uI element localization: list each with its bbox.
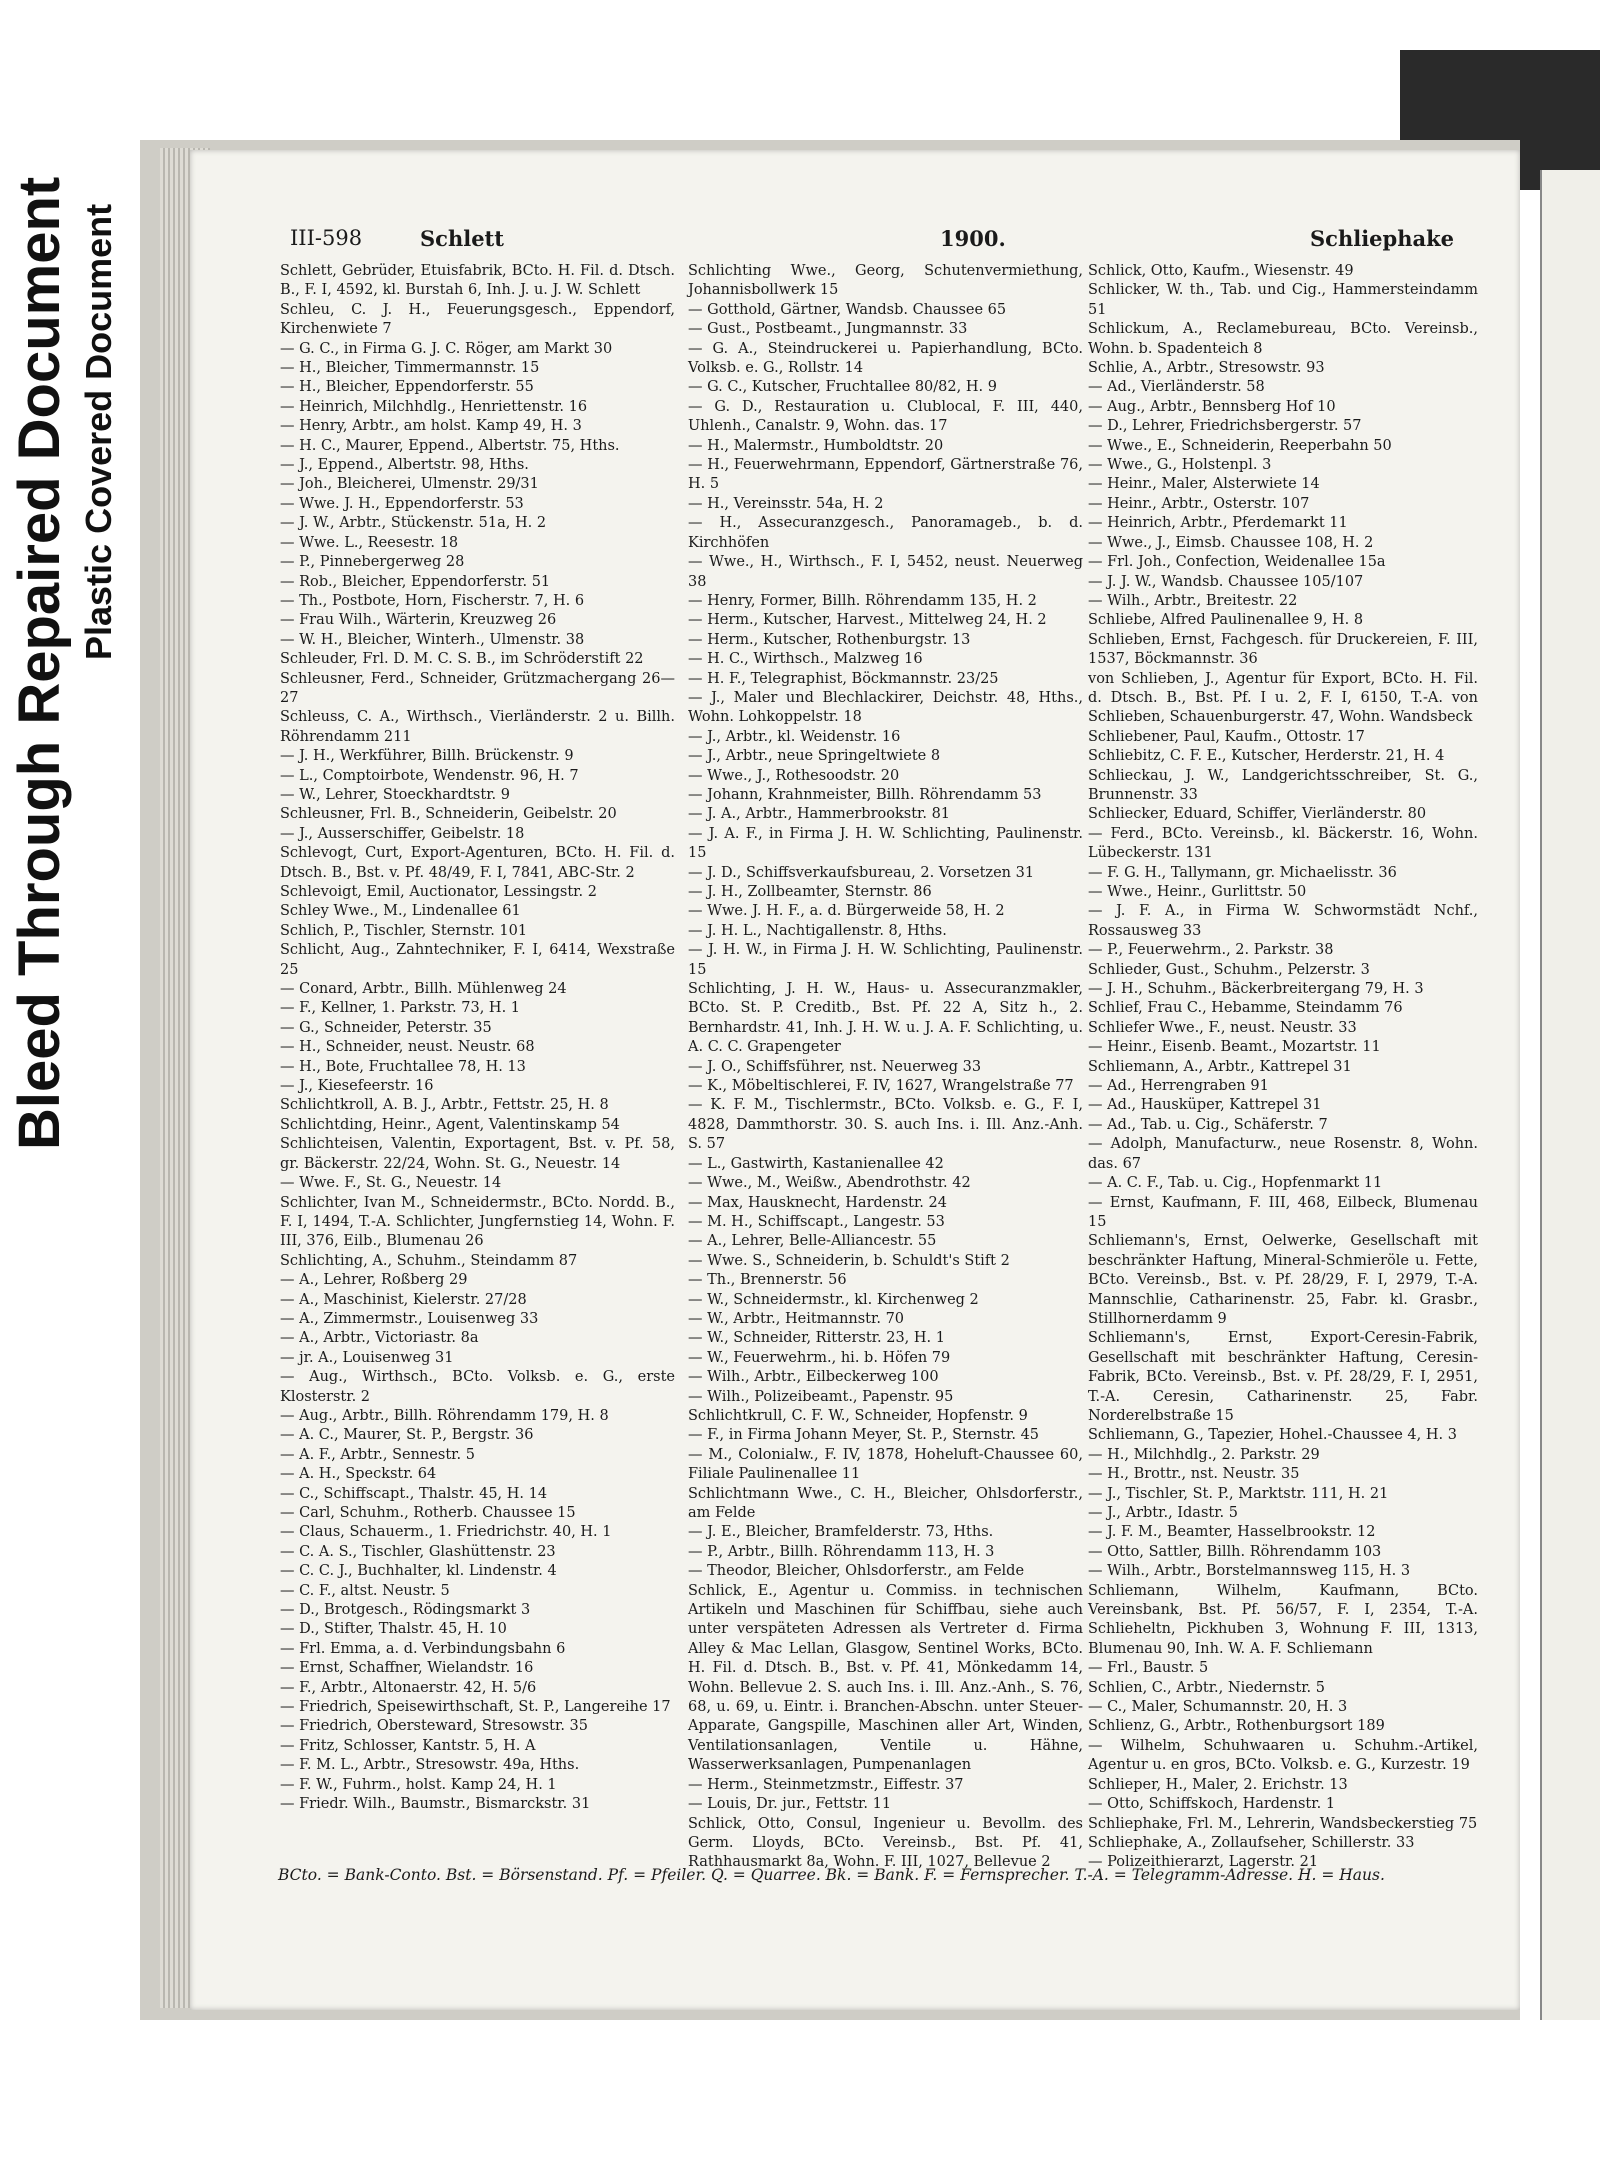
directory-entry: — J., Kiesefeerstr. 16 <box>280 1078 434 1095</box>
directory-entry: — J. W., Arbtr., Stückenstr. 51a, H. 2 <box>280 515 547 532</box>
header-right-keyword: Schliephake <box>1310 226 1455 251</box>
directory-entry: — G., Schneider, Peterstr. 35 <box>280 1019 492 1036</box>
directory-entry: — Claus, Schauerm., 1. Friedrichstr. 40, H. 1 <box>280 1524 612 1541</box>
directory-entry: — Polizeithierarzt, Lagerstr. 21 <box>1088 1854 1319 1871</box>
directory-page <box>190 150 1520 2010</box>
directory-entry: Schlienz, G., Arbtr., Rothenburgsort 189 <box>1088 1718 1385 1735</box>
directory-entry: Schlick, Otto, Kaufm., Wiesenstr. 49 <box>1088 263 1354 279</box>
directory-entry: — Heinr., Arbtr., Osterstr. 107 <box>1088 495 1310 512</box>
directory-entry: — Wilhelm, Schuhwaaren u. Schuhm.-Artikel, Agentur u. en gros, BCto. Volksb. e. G., Kurzestr. 19 <box>1088 1737 1478 1774</box>
directory-entry: — A., Lehrer, Roßberg 29 <box>280 1272 468 1289</box>
directory-entry: — H., Malermstr., Humboldtstr. 20 <box>688 437 944 454</box>
directory-entry: — Aug., Arbtr., Billh. Röhrendamm 179, H. 8 <box>280 1407 609 1424</box>
directory-entry: Schlichtkrull, C. F. W., Schneider, Hopfenstr. 9 <box>688 1407 1028 1424</box>
directory-entry: — Herm., Steinmetzmstr., Eiffestr. 37 <box>688 1776 964 1793</box>
directory-entry: — Ernst, Schaffner, Wielandstr. 16 <box>280 1660 534 1677</box>
header-year: 1900. <box>940 226 1006 251</box>
directory-entry: — Otto, Sattler, Billh. Röhrendamm 103 <box>1088 1543 1382 1560</box>
directory-entry: — F. W., Fuhrm., holst. Kamp 24, H. 1 <box>280 1776 557 1793</box>
directory-entry: — jr. A., Louisenweg 31 <box>280 1349 454 1366</box>
directory-entry: Schlieckau, J. W., Landgerichtsschreiber, St. G., Brunnenstr. 33 <box>1088 767 1478 803</box>
directory-entry: — Herm., Kutscher, Harvest., Mittelweg 24, H. 2 <box>688 612 1047 629</box>
directory-entry: — H., Feuerwehrmann, Eppendorf, Gärtnerstraße 76, H. 5 <box>688 457 1083 493</box>
directory-entry: — Conard, Arbtr., Billh. Mühlenweg 24 <box>280 981 567 998</box>
directory-entry: — Joh., Bleicherei, Ulmenstr. 29/31 <box>280 476 539 493</box>
directory-entry: Schlett, Gebrüder, Etuisfabrik, BCto. H. Fil. d. Dtsch. B., F. I, 4592, kl. Burstah 6, Inh. J. u. J. W. Schlett <box>280 263 675 299</box>
directory-entry: — P., Arbtr., Billh. Röhrendamm 113, H. 3 <box>688 1543 995 1560</box>
directory-entry: Schliemann, G., Tapezier, Hohel.-Chaussee 4, H. 3 <box>1088 1427 1457 1444</box>
directory-entry: — J., Ausserschiffer, Geibelstr. 18 <box>280 825 525 842</box>
directory-entry: — Wwe., J., Eimsb. Chaussee 108, H. 2 <box>1088 534 1374 551</box>
directory-entry: Schlichtding, Heinr., Agent, Valentinskamp 54 <box>280 1116 620 1133</box>
directory-entry: Schlichtkroll, A. B. J., Arbtr., Fettstr. 25, H. 8 <box>280 1097 609 1114</box>
directory-entry: Schliemann's, Ernst, Export-Ceresin-Fabrik, Gesellschaft mit beschränkter Haftung, Ceresin-Fabrik, BCto. Vereinsb., Bst. v. Pf. 28/29, F. I, 2951, T.-A. Ceresin, Catharinenstr. 25, Fabr. Norderelbstraße 15 <box>1088 1330 1478 1424</box>
directory-entry: — Wilh., Arbtr., Borstelmannsweg 115, H. 3 <box>1088 1563 1411 1580</box>
directory-entry: Schlieder, Gust., Schuhm., Pelzerstr. 3 <box>1088 961 1370 978</box>
directory-entry: — J. H., Schuhm., Bäckerbreitergang 79, H. 3 <box>1088 981 1424 998</box>
directory-entry: — J. H. W., in Firma J. H. W. Schlichting, Paulinenstr. 15 <box>688 942 1083 978</box>
directory-entry: Schleusner, Ferd., Schneider, Grützmachergang 26—27 <box>280 670 675 706</box>
directory-entry: — W., Schneidermstr., kl. Kirchenweg 2 <box>688 1291 979 1308</box>
directory-entry: — F. G. H., Tallymann, gr. Michaelisstr. 36 <box>1088 864 1397 881</box>
directory-entry: — J. H. L., Nachtigallenstr. 8, Hths. <box>688 922 947 939</box>
directory-entry: — F., Kellner, 1. Parkstr. 73, H. 1 <box>280 1000 521 1017</box>
directory-entry: — Wwe., E., Schneiderin, Reeperbahn 50 <box>1088 437 1392 454</box>
directory-entry: — D., Brotgesch., Rödingsmarkt 3 <box>280 1602 531 1619</box>
directory-entry: Schlich, P., Tischler, Sternstr. 101 <box>280 922 528 939</box>
directory-entry: — A. H., Speckstr. 64 <box>280 1466 437 1483</box>
directory-entry: — D., Stifter, Thalstr. 45, H. 10 <box>280 1621 507 1638</box>
directory-entry: — P., Feuerwehrm., 2. Parkstr. 38 <box>1088 942 1334 959</box>
directory-entry: — J. D., Schiffsverkaufsbureau, 2. Vorsetzen 31 <box>688 864 1035 881</box>
directory-entry: — Rob., Bleicher, Eppendorferstr. 51 <box>280 573 551 590</box>
directory-entry: — G. C., Kutscher, Fruchtallee 80/82, H. 9 <box>688 379 997 396</box>
directory-entry: — Friedrich, Speisewirthschaft, St. P., Langereihe 17 <box>280 1699 671 1716</box>
directory-entry: Schliefer Wwe., F., neust. Neustr. 33 <box>1088 1019 1357 1036</box>
directory-entry: Schlicht, Aug., Zahntechniker, F. I, 6414, Wexstraße 25 <box>280 942 675 978</box>
header-left-keyword: Schlett <box>420 226 504 251</box>
abbreviations-footer: BCto. = Bank-Conto. Bst. = Börsenstand. Pf. = Pfeiler. Q. = Quarree. Bk. = Bank. F. = Fernsprecher. T.-A. = Telegramm-Adresse. H. = Haus. <box>278 1866 1385 1884</box>
directory-entry: — P., Pinnebergerweg 28 <box>280 554 465 571</box>
directory-entry: Schleu, C. J. H., Feuerungsgesch., Eppendorf, Kirchenwiete 7 <box>280 301 675 338</box>
directory-entry: — A., Lehrer, Belle-Alliancestr. 55 <box>688 1233 937 1250</box>
page-code: III-598 <box>290 226 363 250</box>
directory-entry: — Th., Postbote, Horn, Fischerstr. 7, H. 6 <box>280 592 585 609</box>
directory-entry: Schlicker, W. th., Tab. und Cig., Hammersteindamm 51 <box>1088 282 1478 318</box>
directory-entry: — Wwe. J. H., Eppendorferstr. 53 <box>280 495 524 512</box>
directory-entry: — H., Bleicher, Eppendorferstr. 55 <box>280 379 534 396</box>
directory-entry: — Heinrich, Arbtr., Pferdemarkt 11 <box>1088 515 1348 532</box>
directory-entry: — M. H., Schiffscapt., Langestr. 53 <box>688 1213 945 1230</box>
directory-entry: Schleuder, Frl. D. M. C. S. B., im Schröderstift 22 <box>280 651 644 668</box>
directory-entry: — Frl., Baustr. 5 <box>1088 1660 1209 1677</box>
directory-entry: — Ad., Vierländerstr. 58 <box>1088 379 1265 396</box>
directory-entry: — Ad., Hausküper, Kattrepel 31 <box>1088 1097 1322 1114</box>
directory-entry: — L., Comptoirbote, Wendenstr. 96, H. 7 <box>280 767 579 784</box>
directory-entry: Schlieper, H., Maler, 2. Erichstr. 13 <box>1088 1776 1348 1793</box>
column-2 <box>688 262 1083 1871</box>
directory-entry: — H., Bleicher, Timmermannstr. 15 <box>280 360 540 377</box>
directory-entry: — J. H., Werkführer, Billh. Brückenstr. 9 <box>280 748 574 765</box>
directory-entry: — L., Gastwirth, Kastanienallee 42 <box>688 1155 944 1172</box>
directory-entry: — J., Maler und Blechlackirer, Deichstr. 48, Hths., Wohn. Lohkoppelstr. 18 <box>688 689 1083 726</box>
directory-entry: — Wwe. L., Reesestr. 18 <box>280 534 459 551</box>
column-3 <box>1088 262 1478 1871</box>
directory-entry: — H. F., Telegraphist, Böckmannstr. 23/25 <box>688 670 999 687</box>
directory-entry: — Ad., Tab. u. Cig., Schäferstr. 7 <box>1088 1116 1328 1133</box>
directory-entry: — C. F., altst. Neustr. 5 <box>280 1582 450 1599</box>
directory-entry: — Ernst, Kaufmann, F. III, 468, Eilbeck, Blumenau 15 <box>1088 1194 1478 1230</box>
directory-entry: Schliephake, A., Zollaufseher, Schillerstr. 33 <box>1088 1834 1415 1851</box>
directory-entry: — F., Arbtr., Altonaerstr. 42, H. 5/6 <box>280 1679 537 1696</box>
directory-entry: — A., Maschinist, Kielerstr. 27/28 <box>280 1291 527 1308</box>
directory-entry: — J. F. A., in Firma W. Schwormstädt Nchf., Rossausweg 33 <box>1088 903 1478 939</box>
directory-entry: Schlevogt, Curt, Export-Agenturen, BCto. H. Fil. d. Dtsch. B., Bst. v. Pf. 48/49, F. I, 7841, ABC-Str. 2 <box>280 845 675 881</box>
directory-entry: Schliecker, Eduard, Schiffer, Vierländerstr. 80 <box>1088 806 1427 823</box>
directory-entry: — Wilh., Arbtr., Eilbeckerweg 100 <box>688 1369 939 1386</box>
directory-entry: Schlichting, J. H. W., Haus- u. Assecuranzmakler, BCto. St. P. Creditb., Bst. Pf. 22 A, Sitz h., 2. Bernhardstr. 41, Inh. J. H. W. u. J. A. F. Schlichting, u. A. C. C. Grapengeter <box>688 981 1083 1056</box>
directory-entry: — H. C., Maurer, Eppend., Albertstr. 75, Hths. <box>280 437 620 454</box>
directory-entry: — J. F. M., Beamter, Hasselbrookstr. 12 <box>1088 1524 1376 1541</box>
directory-entry: Schlick, E., Agentur u. Commiss. in technischen Artikeln und Maschinen für Schiffbau, siehe auch unter verspäteten Adressen als Vertreter d. Firma Alley & Mac Lellan, Glasgow, Sentinel Works, BCto. H. Fil. d. Dtsch. B., Bst. v. Pf. 41, Mönkedamm 14, Wohn. Bellevue 2. S. auch Ins. i. Ill. Anz.-Anh., S. 76, 68, u. 69, u. Eintr. i. Branchen-Abschn. unter Steuer-Apparate, Gangspille, Maschinen aller Art, Winden, Ventilationsanlagen, Ventile u. Hähne, Wasserwerksanlagen, Pumpenanlagen <box>688 1582 1083 1774</box>
bleed-through-label: Bleed Through Repaired Document <box>7 176 72 1150</box>
side-label-panel <box>0 0 140 2177</box>
directory-entry: — Wwe., M., Weißw., Abendrothstr. 42 <box>688 1175 971 1192</box>
directory-entry: — Herm., Kutscher, Rothenburgstr. 13 <box>688 631 971 648</box>
directory-entry: — Wwe. S., Schneiderin, b. Schuldt's Stift 2 <box>688 1252 1010 1269</box>
directory-entry: — J., Arbtr., kl. Weidenstr. 16 <box>688 728 901 745</box>
directory-entry: — W., Lehrer, Stoeckhardtstr. 9 <box>280 786 510 803</box>
directory-entry: Schlichting Wwe., Georg, Schutenvermiethung, Johannisbollwerk 15 <box>688 263 1083 299</box>
directory-entry: — Frau Wilh., Wärterin, Kreuzweg 26 <box>280 612 557 629</box>
directory-entry: — Frl. Emma, a. d. Verbindungsbahn 6 <box>280 1640 566 1657</box>
directory-entry: — Frl. Joh., Confection, Weidenallee 15a <box>1088 554 1386 571</box>
directory-entry: — Wwe., Heinr., Gurlittstr. 50 <box>1088 884 1307 900</box>
column-1 <box>280 262 675 1822</box>
directory-entry: — Henry, Former, Billh. Röhrendamm 135, H. 2 <box>688 592 1037 609</box>
directory-entry: — Fritz, Schlosser, Kantstr. 5, H. A <box>280 1737 536 1754</box>
directory-entry: — Johann, Krahnmeister, Billh. Röhrendamm 53 <box>688 786 1042 803</box>
page-header <box>290 226 1490 260</box>
directory-entry: — W. H., Bleicher, Winterh., Ulmenstr. 38 <box>280 631 585 648</box>
directory-entry: Schliephake, Frl. M., Lehrerin, Wandsbeckerstieg 75 <box>1088 1815 1478 1832</box>
directory-entry: Schliebitz, C. F. E., Kutscher, Herderstr. 21, H. 4 <box>1088 748 1445 765</box>
directory-entry: — J., Arbtr., Idastr. 5 <box>1088 1505 1239 1521</box>
directory-entry: Schlief, Frau C., Hebamme, Steindamm 76 <box>1088 1000 1403 1017</box>
directory-entry: — J. J. W., Wandsb. Chaussee 105/107 <box>1088 573 1364 590</box>
directory-entry: — A., Arbtr., Victoriastr. 8a <box>280 1330 479 1347</box>
directory-entry: — Carl, Schuhm., Rotherb. Chaussee 15 <box>280 1505 576 1521</box>
directory-entry: Schlien, C., Arbtr., Niedernstr. 5 <box>1088 1679 1325 1696</box>
directory-entry: — Heinr., Eisenb. Beamt., Mozartstr. 11 <box>1088 1039 1381 1056</box>
directory-entry: — H., Milchhdlg., 2. Parkstr. 29 <box>1088 1446 1320 1463</box>
directory-entry: — Wilh., Arbtr., Breitestr. 22 <box>1088 592 1298 609</box>
directory-entry: — Adolph, Manufacturw., neue Rosenstr. 8, Wohn. das. 67 <box>1088 1136 1478 1172</box>
directory-entry: — Gust., Postbeamt., Jungmannstr. 33 <box>688 321 968 338</box>
directory-entry: Schlichteisen, Valentin, Exportagent, Bst. v. Pf. 58, gr. Bäckerstr. 22/24, Wohn. St. G., Neuestr. 14 <box>280 1136 675 1172</box>
directory-entry: — J. O., Schiffsführer, nst. Neuerweg 33 <box>688 1058 982 1075</box>
directory-entry: — Louis, Dr. jur., Fettstr. 11 <box>688 1796 892 1813</box>
directory-entry: Schlichter, Ivan M., Schneidermstr., BCto. Nordd. B., F. I, 1494, T.-A. Schlichter, Jungfernstieg 14, Wohn. F. III, 376, Eilb., Blumenau 26 <box>280 1194 675 1250</box>
directory-entry: — Wwe., H., Wirthsch., F. I, 5452, neust. Neuerweg 38 <box>688 554 1083 590</box>
directory-entry: — A. C., Maurer, St. P., Bergstr. 36 <box>280 1427 534 1444</box>
directory-entry: — A. C. F., Tab. u. Cig., Hopfenmarkt 11 <box>1088 1175 1383 1192</box>
directory-entry: — A., Zimmermstr., Louisenweg 33 <box>280 1310 539 1327</box>
directory-entry: — Gotthold, Gärtner, Wandsb. Chaussee 65 <box>688 301 1007 318</box>
directory-entry: — Aug., Arbtr., Bennsberg Hof 10 <box>1088 398 1336 415</box>
directory-entry: — J., Arbtr., neue Springeltwiete 8 <box>688 748 941 765</box>
directory-entry: Schlick, Otto, Consul, Ingenieur u. Bevollm. des Germ. Lloyds, BCto. Vereinsb., Bst. Pf. 41, Rathhausmarkt 8a, Wohn. F. III, 1027, Bellevue 2 <box>688 1815 1083 1871</box>
directory-entry: — H., Bote, Fruchtallee 78, H. 13 <box>280 1058 526 1075</box>
directory-entry: — G. C., in Firma G. J. C. Röger, am Markt 30 <box>280 340 613 357</box>
directory-entry: — Theodor, Bleicher, Ohlsdorferstr., am Felde <box>688 1563 1025 1580</box>
plastic-covered-label: Plastic Covered Document <box>78 203 119 660</box>
directory-entry: — Heinr., Maler, Alsterwiete 14 <box>1088 476 1320 493</box>
directory-entry: — G. A., Steindruckerei u. Papierhandlung, BCto. Volksb. e. G., Rollstr. 14 <box>688 340 1083 377</box>
directory-entry: Schleusner, Frl. B., Schneiderin, Geibelstr. 20 <box>280 806 617 823</box>
directory-entry: — Aug., Wirthsch., BCto. Volksb. e. G., erste Klosterstr. 2 <box>280 1369 675 1405</box>
directory-entry: Schliemann's, Ernst, Oelwerke, Gesellschaft mit beschränkter Haftung, Mineral-Schmieröle u. Fette, BCto. Vereinsb., Bst. v. Pf. 28/29, F. I, 2979, T.-A. Mannschlie, Catharinenstr. 25, Fabr. kl. Grasbr., Stillhornerdamm 9 <box>1088 1233 1478 1327</box>
directory-entry: — F., in Firma Johann Meyer, St. P., Sternstr. 45 <box>688 1427 1040 1444</box>
directory-entry: — G. D., Restauration u. Clublocal, F. III, 440, Uhlenh., Canalstr. 9, Wohn. das. 17 <box>688 398 1083 435</box>
directory-entry: Schlieben, Ernst, Fachgesch. für Druckereien, F. III, 1537, Böckmannstr. 36 <box>1088 631 1478 668</box>
directory-entry: von Schlieben, J., Agentur für Export, BCto. H. Fil. d. Dtsch. B., Bst. Pf. I u. 2, F. I, 6150, T.-A. von Schlieben, Schauenburgerstr. 47, Wohn. Wandsbeck <box>1088 670 1478 726</box>
directory-entry: Schley Wwe., M., Lindenallee 61 <box>280 903 521 920</box>
directory-entry: — H., Assecuranzgesch., Panoramageb., b. d. Kirchhöfen <box>688 515 1083 551</box>
directory-entry: Schlickum, A., Reclamebureau, BCto. Vereinsb., Wohn. b. Spadenteich 8 <box>1088 321 1478 357</box>
directory-entry: Schlichtmann Wwe., C. H., Bleicher, Ohlsdorferstr., am Felde <box>688 1485 1083 1521</box>
directory-entry: — Wilh., Polizeibeamt., Papenstr. 95 <box>688 1388 954 1405</box>
directory-entry: — H. C., Wirthsch., Malzweg 16 <box>688 651 923 668</box>
directory-entry: — Wwe., J., Rothesoodstr. 20 <box>688 767 900 784</box>
directory-entry: — Friedrich, Obersteward, Stresowstr. 35 <box>280 1718 588 1735</box>
directory-entry: — W., Schneider, Ritterstr. 23, H. 1 <box>688 1330 945 1347</box>
directory-entry: Schliemann, A., Arbtr., Kattrepel 31 <box>1088 1058 1352 1075</box>
directory-entry: Schlevoigt, Emil, Auctionator, Lessingstr. 2 <box>280 884 597 900</box>
directory-entry: — W., Arbtr., Heitmannstr. 70 <box>688 1310 905 1327</box>
directory-entry: — Heinrich, Milchhdlg., Henriettenstr. 16 <box>280 398 588 415</box>
directory-entry: — K. F. M., Tischlermstr., BCto. Volksb. e. G., F. I, 4828, Dammthorstr. 30. S. auch Ins. i. Ill. Anz.-Anh. S. 57 <box>688 1097 1083 1153</box>
directory-entry: — J. A. F., in Firma J. H. W. Schlichting, Paulinenstr. 15 <box>688 825 1083 862</box>
directory-entry: — Ad., Herrengraben 91 <box>1088 1078 1269 1095</box>
directory-entry: — Wwe. J. H. F., a. d. Bürgerweide 58, H. 2 <box>688 903 1005 920</box>
directory-entry: — D., Lehrer, Friedrichsbergerstr. 57 <box>1088 418 1362 435</box>
directory-entry: Schliebener, Paul, Kaufm., Ottostr. 17 <box>1088 728 1365 745</box>
directory-entry: — J., Eppend., Albertstr. 98, Hths. <box>280 457 529 474</box>
directory-entry: — Wwe. F., St. G., Neuestr. 14 <box>280 1175 502 1192</box>
directory-entry: — K., Möbeltischlerei, F. IV, 1627, Wrangelstraße 77 <box>688 1078 1074 1095</box>
directory-entry: — H., Schneider, neust. Neustr. 68 <box>280 1039 535 1056</box>
directory-entry: Schliemann, Wilhelm, Kaufmann, BCto. Vereinsbank, Bst. Pf. 56/57, F. I, 2354, T.-A. Schlieheltn, Pickhuben 3, Wohnung F. III, 1313, Blumenau 90, Inh. W. A. F. Schliemann <box>1088 1582 1478 1657</box>
directory-entry: — H., Brottr., nst. Neustr. 35 <box>1088 1466 1300 1483</box>
directory-entry: — H., Vereinsstr. 54a, H. 2 <box>688 495 884 512</box>
directory-entry: — M., Colonialw., F. IV, 1878, Hoheluft-Chaussee 60, Filiale Paulinenallee 11 <box>688 1446 1083 1483</box>
directory-entry: — A. F., Arbtr., Sennestr. 5 <box>280 1446 475 1463</box>
directory-entry: — W., Feuerwehrm., hi. b. Höfen 79 <box>688 1349 951 1366</box>
directory-entry: — Henry, Arbtr., am holst. Kamp 49, H. 3 <box>280 418 582 435</box>
directory-entry: — Th., Brennerstr. 56 <box>688 1272 847 1289</box>
directory-entry: Schleuss, C. A., Wirthsch., Vierländerstr. 2 u. Billh. Röhrendamm 211 <box>280 709 675 745</box>
directory-entry: — Max, Hausknecht, Hardenstr. 24 <box>688 1194 947 1211</box>
directory-entry: — J. E., Bleicher, Bramfelderstr. 73, Hths. <box>688 1524 994 1541</box>
next-page-edge <box>1540 170 1600 2020</box>
directory-entry: — Wwe., G., Holstenpl. 3 <box>1088 457 1272 474</box>
directory-entry: — C., Maler, Schumannstr. 20, H. 3 <box>1088 1699 1348 1716</box>
directory-entry: — Otto, Schiffskoch, Hardenstr. 1 <box>1088 1796 1336 1813</box>
directory-entry: — C., Schiffscapt., Thalstr. 45, H. 14 <box>280 1485 548 1502</box>
directory-entry: — J. A., Arbtr., Hammerbrookstr. 81 <box>688 806 951 823</box>
directory-entry: — Friedr. Wilh., Baumstr., Bismarckstr. 31 <box>280 1796 591 1813</box>
directory-entry: — J., Tischler, St. P., Marktstr. 111, H. 21 <box>1088 1485 1389 1502</box>
directory-entry: Schlichting, A., Schuhm., Steindamm 87 <box>280 1252 578 1269</box>
directory-entry: — C. A. S., Tischler, Glashüttenstr. 23 <box>280 1543 556 1560</box>
directory-entry: — F. M. L., Arbtr., Stresowstr. 49a, Hths. <box>280 1757 580 1774</box>
directory-entry: — Ferd., BCto. Vereinsb., kl. Bäckerstr. 16, Wohn. Lübeckerstr. 131 <box>1088 825 1478 862</box>
directory-entry: Schliebe, Alfred Paulinenallee 9, H. 8 <box>1088 612 1364 629</box>
directory-entry: — C. C. J., Buchhalter, kl. Lindenstr. 4 <box>280 1563 557 1580</box>
directory-entry: — J. H., Zollbeamter, Sternstr. 86 <box>688 884 932 900</box>
directory-entry: Schlie, A., Arbtr., Stresowstr. 93 <box>1088 360 1325 377</box>
